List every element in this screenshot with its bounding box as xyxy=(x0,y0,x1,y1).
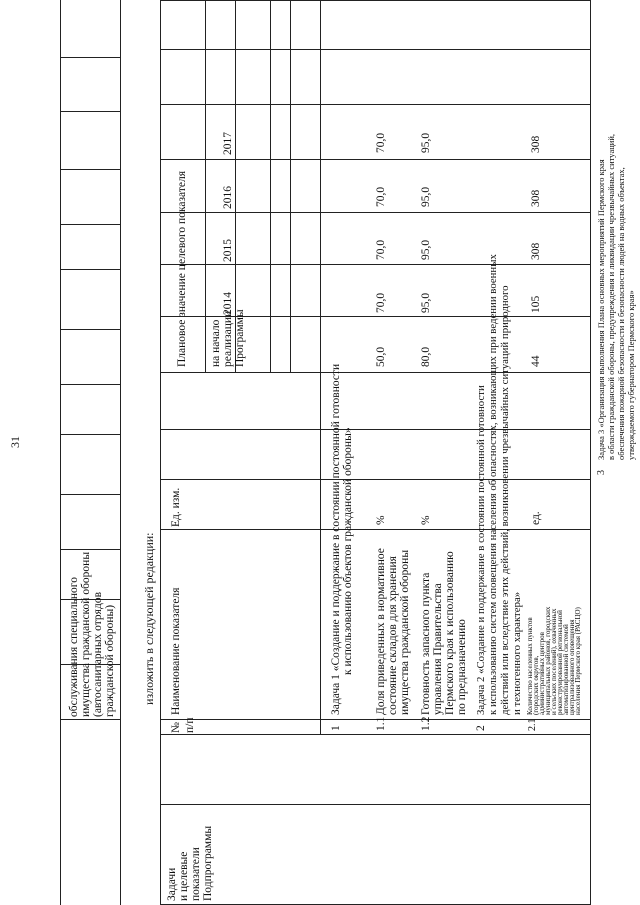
header-year: 2016 xyxy=(222,186,234,209)
header-goals: Задачи xyxy=(166,867,178,901)
row-1-2-num: 1.2 xyxy=(420,716,432,731)
fragment-line: гражданской обороны) xyxy=(104,604,116,717)
row-2-1-value: 308 xyxy=(530,135,542,153)
header-year: 2017 xyxy=(222,132,234,155)
task1-line: к использованию объектов гражданской обороны» xyxy=(342,427,354,675)
task3-line: в области гражданской обороны, предупреждения и ликвидации чрезвычайных ситуаций, xyxy=(606,134,616,460)
task3-line: Задача 3 «Организация выполнения Плана основных мероприятий Пермского края xyxy=(596,159,606,460)
row-2-1-value: 308 xyxy=(530,242,542,260)
row-1-2-name: Готовность запасного пункта xyxy=(420,572,432,715)
row-1-2-name: Пермского края к использованию xyxy=(444,551,456,715)
task2-line: к использованию систем оповещения населения об опасностях, возникающих при ведении военных xyxy=(487,254,499,715)
header-start: реализации xyxy=(222,310,234,367)
header-num: п/п xyxy=(184,717,196,733)
row-2-1-name: населения Пермского края (РАСЦО) xyxy=(574,607,582,715)
header-year: 2014 xyxy=(222,292,234,315)
row-2-1-unit: ед. xyxy=(530,511,542,525)
task1-line: Задача 1 «Создание и поддержание в состоянии постоянной готовности xyxy=(330,363,342,715)
row-2-1-value: 44 xyxy=(530,355,542,367)
page-number: 31 xyxy=(8,436,22,448)
row-1-2-value: 95,0 xyxy=(420,239,432,260)
task2-line: действий или вследствие этих действий, возникновении чрезвычайных ситуаций природного xyxy=(499,285,511,715)
task1-num: 1 xyxy=(330,725,342,731)
row-1-2-name: по предназначению xyxy=(456,619,468,715)
header-year: 2015 xyxy=(222,239,234,262)
header-unit: Ед. изм. xyxy=(170,487,182,527)
row-1-2-value: 95,0 xyxy=(420,132,432,153)
row-2-1-name: Количество населенных пунктов xyxy=(526,617,534,715)
header-planned: Плановое значение целевого показателя xyxy=(176,171,188,367)
row-2-1-num: 2.1 xyxy=(527,718,538,731)
intro-text: изложить в следующей редакции: xyxy=(142,532,156,705)
task3-line: обеспечения пожарной безопасности и безопасности людей на водных объектах, xyxy=(616,167,626,460)
row-2-1-name: административных центров xyxy=(538,632,546,715)
row-1-1-value: 50,0 xyxy=(375,346,387,367)
header-goals: и целевые xyxy=(178,851,190,901)
row-1-2-value: 95,0 xyxy=(420,292,432,313)
row-1-2-value: 80,0 xyxy=(420,346,432,367)
header-goals: показатели xyxy=(190,847,202,901)
task3-line: утверждаемого губернатором Пермского края» xyxy=(626,290,636,460)
row-2-1-name: централизованного оповещения xyxy=(568,619,576,715)
row-2-1-name: (городских округов, xyxy=(532,655,540,715)
task2-line: и техногенного характера» xyxy=(511,591,523,715)
task2-num: 2 xyxy=(475,725,487,731)
task3-num: 3 xyxy=(596,470,607,475)
row-2-1-value: 105 xyxy=(530,295,542,313)
row-1-2-name: управления Правительства xyxy=(432,583,444,715)
row-1-1-value: 70,0 xyxy=(375,186,387,207)
row-1-1-value: 70,0 xyxy=(375,132,387,153)
row-2-1-value: 308 xyxy=(530,189,542,207)
row-1-1-num: 1.1 xyxy=(375,716,387,731)
header-num: № xyxy=(170,722,182,733)
row-2-1-name: и сельских поселений), охваченных xyxy=(550,608,558,715)
header-start: Программы xyxy=(234,309,246,367)
row-1-2-unit: % xyxy=(420,515,432,525)
row-1-1-name: имущества гражданской обороны xyxy=(399,549,411,715)
header-start: на начало xyxy=(210,319,222,367)
row-1-1-value: 70,0 xyxy=(375,292,387,313)
row-1-1-name: состояние складов для хранения xyxy=(387,556,399,715)
row-1-1-unit: % xyxy=(375,515,387,525)
fragment-line: имущества гражданской обороны xyxy=(80,551,92,717)
row-1-1-value: 70,0 xyxy=(375,239,387,260)
row-2-1-name: автоматизированной системой xyxy=(562,624,570,715)
row-2-1-name: муниципальных районов, городских xyxy=(544,606,552,715)
fragment-line: обслуживания специального xyxy=(68,577,80,717)
row-2-1-name: реконструированной региональной xyxy=(556,610,564,715)
task2-line: Задача 2 «Создание и поддержание в состоянии постоянной готовности xyxy=(475,385,487,715)
fragment-line: (автосанитарных отрядов xyxy=(92,591,104,717)
header-name: Наименование показателя xyxy=(170,587,182,715)
row-1-2-value: 95,0 xyxy=(420,186,432,207)
header-goals: Подпрограммы xyxy=(202,825,214,901)
row-1-1-name: Доля приведенных в нормативное xyxy=(375,548,387,715)
